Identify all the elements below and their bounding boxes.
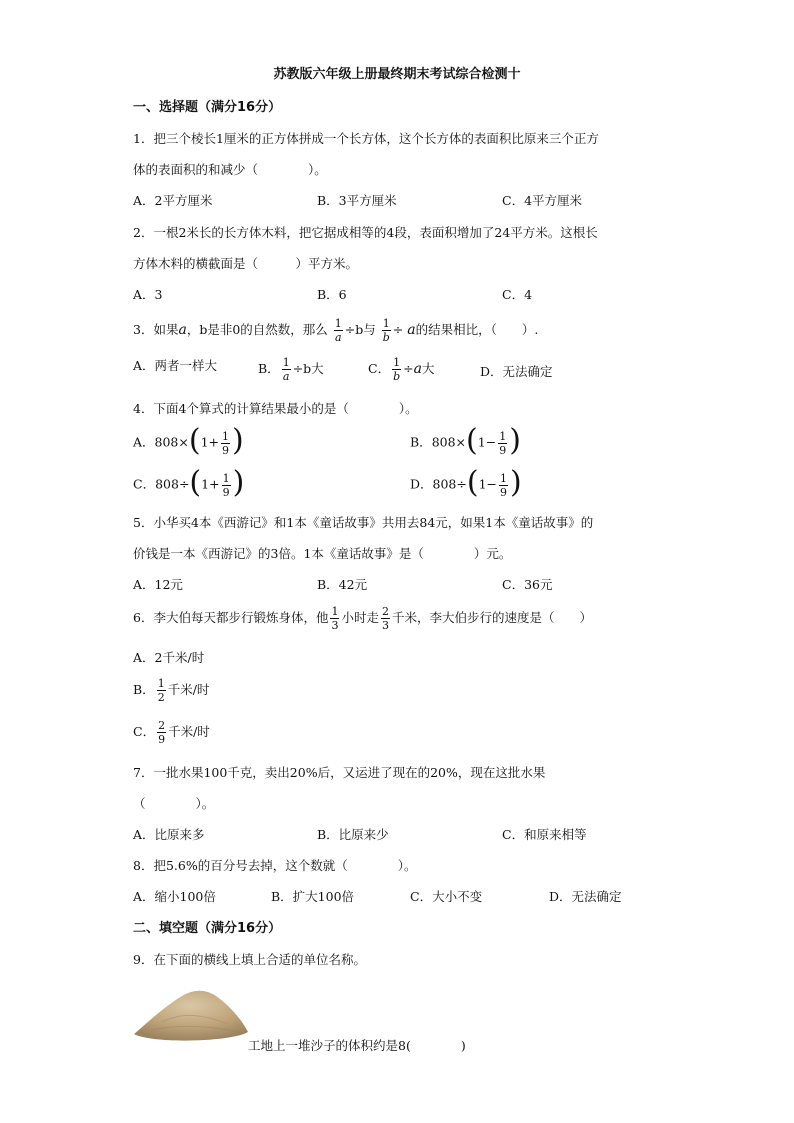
q6-stem: 6．李大伯每天都步行锻炼身体，他 $\frac{1}{3}$ 小时走 $\frac{2}{3}$ 千米，李大伯步行的速度是（ ） bbox=[133, 605, 592, 632]
q5-stem-line1: 5．小华买4本《西游记》和1本《童话故事》共用去84元，如果1本《童话故事》的 bbox=[133, 515, 594, 530]
q8-option-d: D．无法确定 bbox=[549, 889, 622, 904]
q5-option-a: A．12元 bbox=[133, 577, 183, 592]
q9-stem: 9．在下面的横线上填上合适的单位名称。 bbox=[133, 952, 366, 967]
q1-stem-line1: 1．把三个棱长1厘米的正方体拼成一个长方体，这个长方体的表面积比原来三个正方 bbox=[133, 131, 599, 146]
q1-option-c: C．4平方厘米 bbox=[502, 193, 583, 208]
q3-option-a: A．两者一样大 bbox=[133, 358, 218, 373]
q2-option-a: A．3 bbox=[133, 287, 163, 302]
section-1-heading: 一、选择题（满分16分） bbox=[133, 100, 282, 115]
q8-option-b: B．扩大100倍 bbox=[271, 889, 355, 904]
q8-stem: 8．把5.6%的百分号去掉，这个数就（ ）。 bbox=[133, 858, 417, 873]
q3-option-c: C． $\frac{1}{b}$ ÷a大 bbox=[368, 356, 435, 383]
q5-stem-line2: 价钱是一本《西游记》的3倍。1本《童话故事》是（ ）元。 bbox=[133, 546, 512, 561]
q4-option-b: B．808×(1− $\frac{1}{9}$ ) bbox=[410, 423, 521, 458]
section-2-heading: 二、填空题（满分16分） bbox=[133, 921, 282, 936]
q7-option-a: A．比原来多 bbox=[133, 827, 205, 842]
q8-option-a: A．缩小100倍 bbox=[133, 889, 216, 904]
q7-stem-line1: 7．一批水果100千克，卖出20%后，又运进了现在的20%，现在这批水果 bbox=[133, 765, 546, 780]
q1-stem-line2: 体的表面积的和减少（ ）。 bbox=[133, 162, 327, 177]
q4-option-d: D．808÷(1− $\frac{1}{9}$ ) bbox=[410, 465, 522, 500]
q7-option-c: C．和原来相等 bbox=[502, 827, 587, 842]
q2-stem-line2: 方体木料的横截面是（ ）平方米。 bbox=[133, 256, 359, 271]
q3-option-b: B． $\frac{1}{a}$ ÷b大 bbox=[258, 356, 324, 383]
q7-option-b: B．比原来少 bbox=[317, 827, 389, 842]
q5-option-c: C．36元 bbox=[502, 577, 553, 592]
q9-caption: 工地上一堆沙子的体积约是8( ) bbox=[248, 1038, 466, 1053]
q1-option-a: A．2平方厘米 bbox=[133, 193, 213, 208]
q4-stem: 4．下面4个算式的计算结果最小的是（ ）。 bbox=[133, 401, 418, 416]
q7-stem-line2: （ ）。 bbox=[133, 796, 215, 811]
q2-stem-line1: 2．一根2米长的长方体木料，把它据成相等的4段，表面积增加了24平方米。这根长 bbox=[133, 225, 598, 240]
sand-pile-image bbox=[132, 982, 250, 1044]
fraction-1-over-a: $\frac{1}{a}$ bbox=[334, 317, 342, 344]
q1-option-b: B．3平方厘米 bbox=[317, 193, 397, 208]
q3-option-d: D．无法确定 bbox=[480, 364, 553, 379]
q4-option-a: A．808×(1+ $\frac{1}{9}$ ) bbox=[133, 423, 244, 458]
q6-option-b: B． $\frac{1}{2}$ 千米/时 bbox=[133, 677, 210, 704]
fraction-1-3: $\frac{1}{3}$ bbox=[331, 605, 339, 632]
fraction-2-3: $\frac{2}{3}$ bbox=[381, 605, 389, 632]
q2-option-b: B．6 bbox=[317, 287, 347, 302]
q4-option-c: C．808÷(1+ $\frac{1}{9}$ ) bbox=[133, 465, 245, 500]
q2-option-c: C．4 bbox=[502, 287, 533, 302]
q5-option-b: B．42元 bbox=[317, 577, 368, 592]
q6-option-c: C． $\frac{2}{9}$ 千米/时 bbox=[133, 719, 210, 746]
q8-option-c: C．大小不变 bbox=[410, 889, 483, 904]
q6-option-a: A．2千米/时 bbox=[133, 650, 205, 665]
page-title: 苏教版六年级上册最终期末考试综合检测十 bbox=[273, 67, 521, 82]
fraction-1-over-b: $\frac{1}{b}$ bbox=[382, 317, 390, 344]
q3-stem: 3．如果a，b是非0的自然数，那么 $\frac{1}{a}$ ÷b与 $\frac{1}{b}$ ÷ a的结果相比，（ ）. bbox=[133, 317, 539, 344]
